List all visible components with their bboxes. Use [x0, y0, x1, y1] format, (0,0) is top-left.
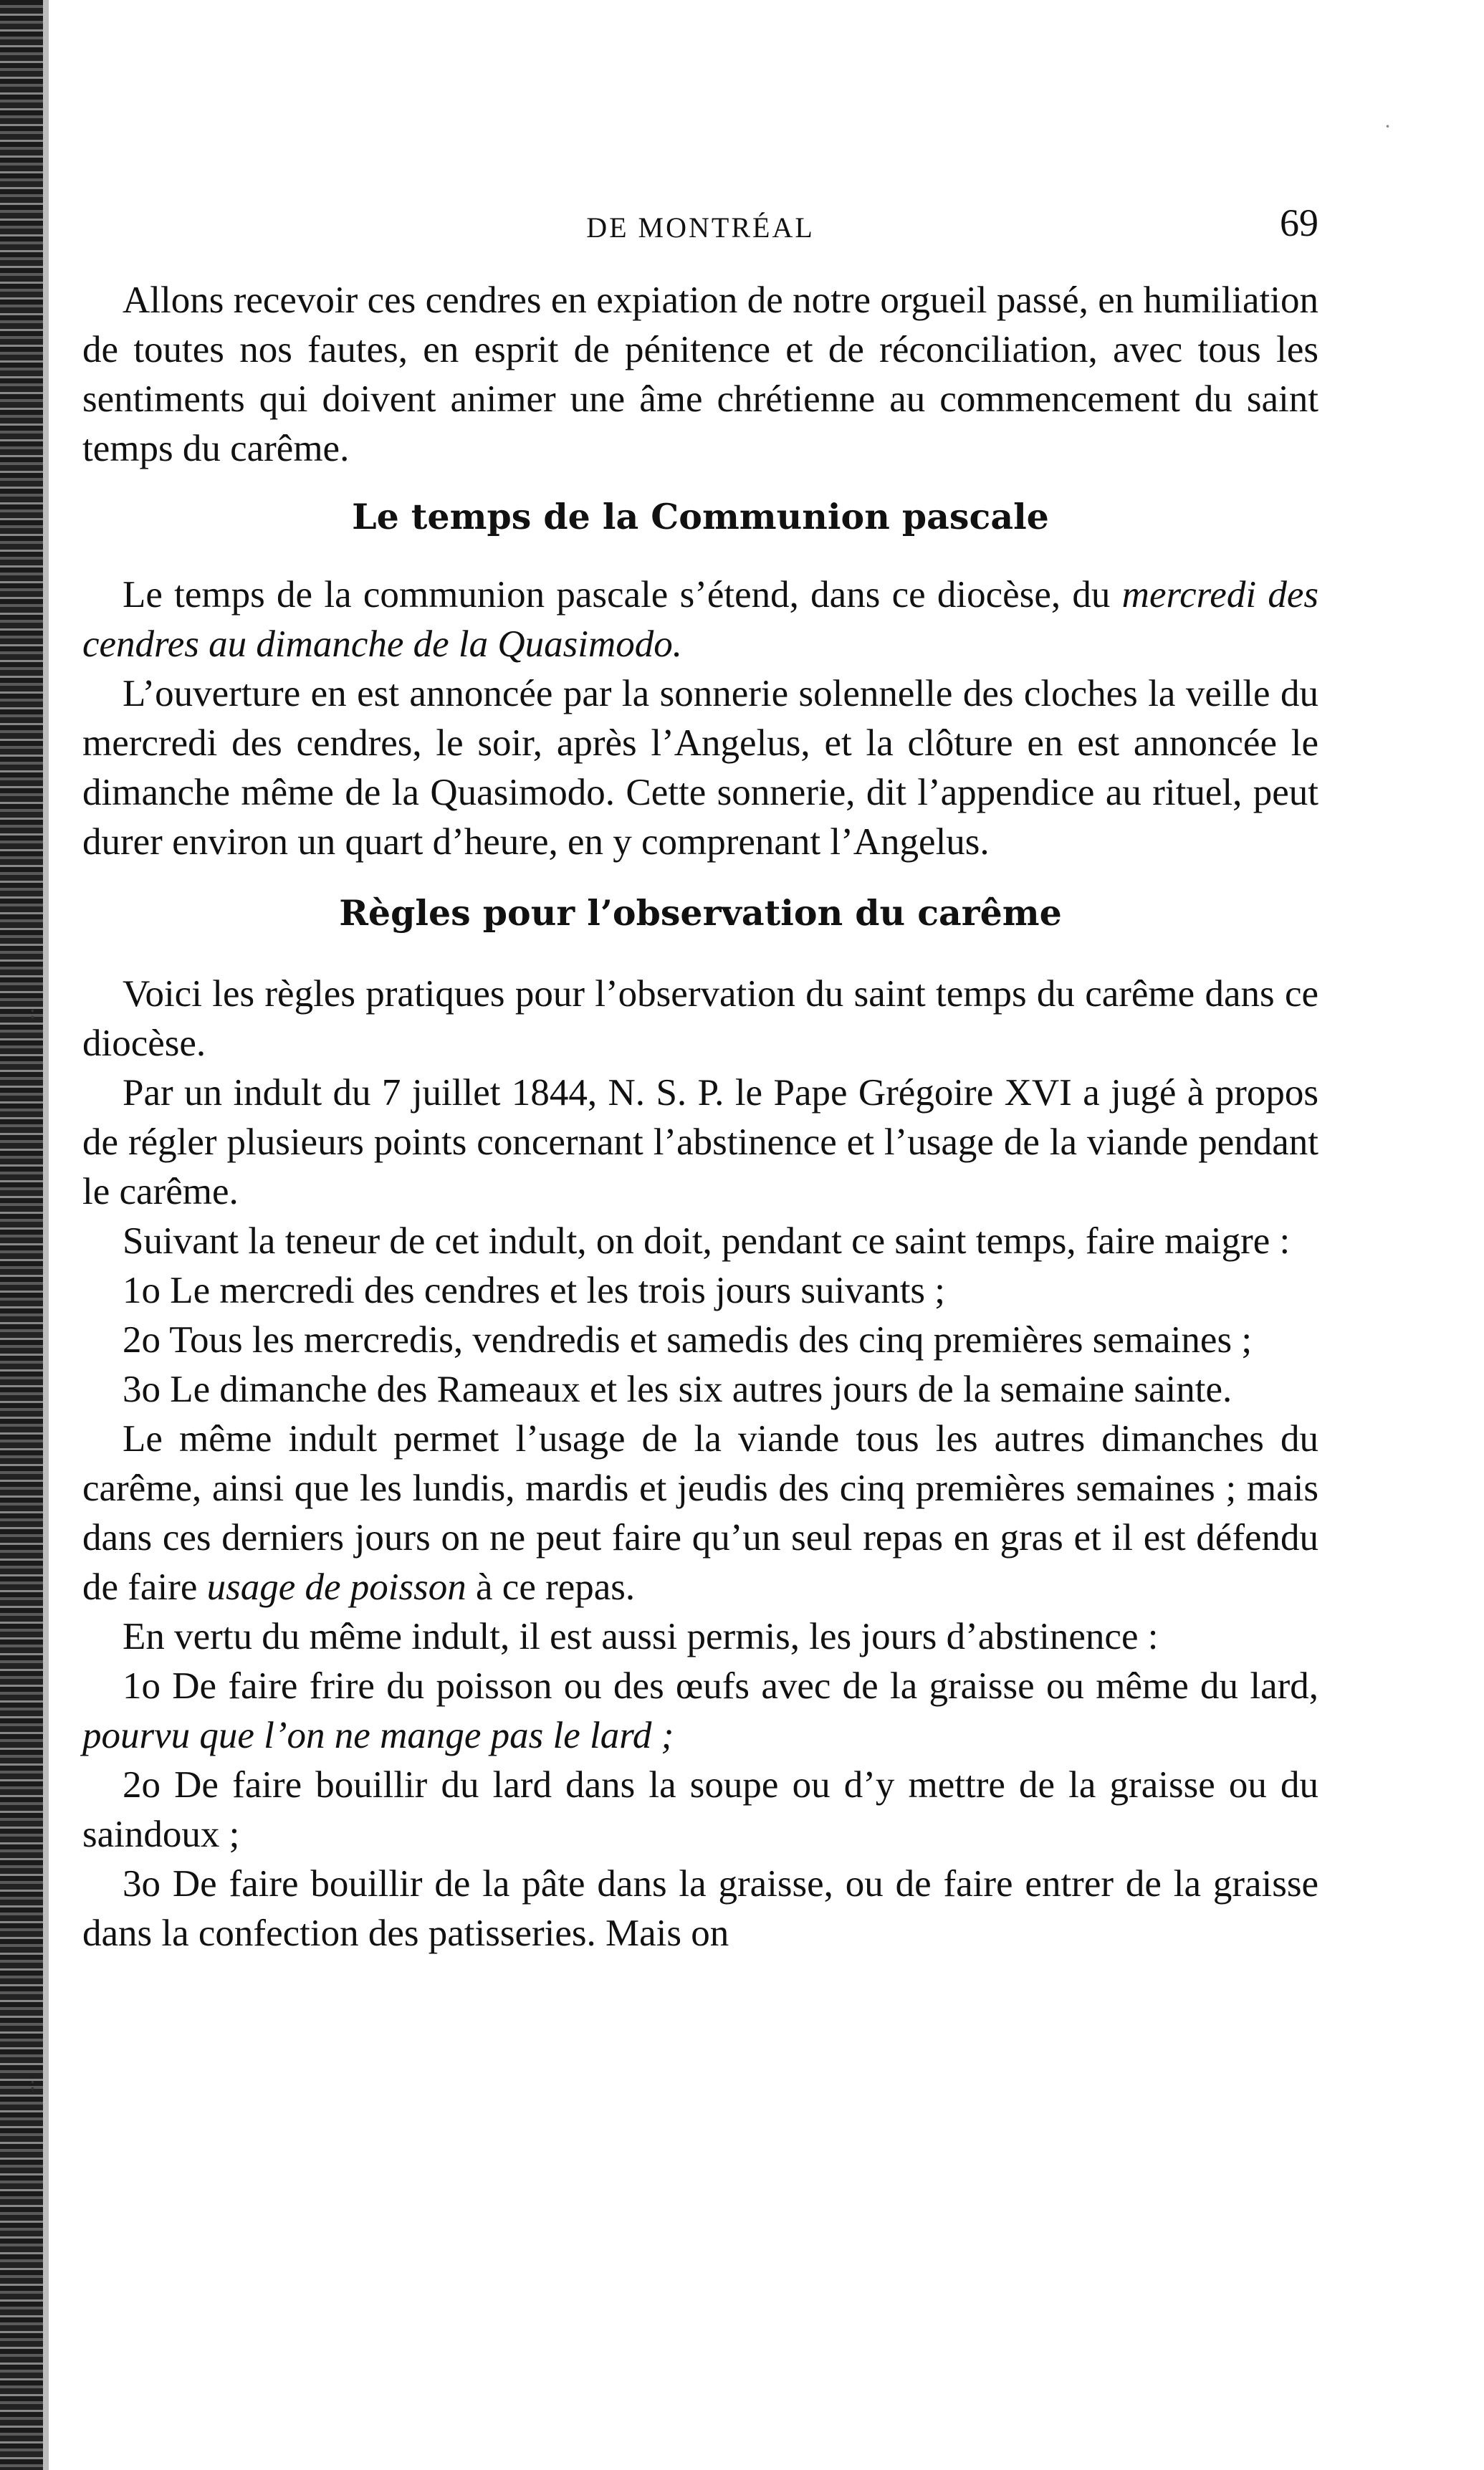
paragraph: Allons recevoir ces cendres en expiation de notre orgueil passé, en humiliation de toutes nos fautes, en esprit de pénitence et de réconciliation, avec tous les sentiments qui doivent animer une âme chrétienne au commencement du saint temps du carême.: [82, 279, 1318, 469]
list-item: 1o Le mercredi des cendres et les trois jours suivants ;: [123, 1270, 946, 1311]
edge-mark: :: [29, 2071, 36, 2095]
italic-text: pourvu que l’on ne mange pas le lard ;: [82, 1715, 674, 1756]
paragraph: L’ouverture en est annoncée par la sonnerie solennelle des cloches la veille du mercredi des cendres, le soir, après l’Angelus, et la clôture en est annoncée le dimanche même de la Quasimodo. Cette sonnerie, dit l’appendice au rituel, peut durer environ un quart d’heure, en y comprenant l’Angelus.: [82, 673, 1318, 863]
list-item: [82, 1662, 1318, 1761]
italic-text: usage de poisson: [206, 1566, 466, 1608]
list-item: 2o De faire bouillir du lard dans la soupe ou d’y mettre de la graisse ou du saindoux ;: [82, 1764, 1318, 1855]
paragraph-text: à ce repas.: [476, 1566, 636, 1608]
list-item: 3o Le dimanche des Rameaux et les six autres jours de la semaine sainte.: [123, 1369, 1232, 1410]
page-body: [82, 276, 1318, 1958]
page: [82, 0, 1318, 2470]
running-title: DE MONTRÉAL: [586, 211, 815, 244]
margin-tick: ·: [1384, 115, 1391, 138]
edge-mark: :: [29, 1000, 36, 1023]
section-heading: Le temps de la Communion pascale: [352, 496, 1049, 537]
list-item-text: 1o De faire frire du poisson ou des œufs avec de la graisse ou même du lard,: [123, 1665, 1318, 1707]
page-header: [82, 201, 1318, 258]
paragraph: Par un indult du 7 juillet 1844, N. S. P. le Pape Grégoire XVI a jugé à propos de régler plusieurs points concernant l’abstinence et l’usage de la viande pendant le carême.: [82, 1072, 1318, 1212]
italic-text: mercredi des cendres au dimanche de la Quasimodo.: [82, 574, 1318, 665]
paragraph: [82, 570, 1318, 669]
binding-edge: [0, 0, 49, 2470]
paragraph: Suivant la teneur de cet indult, on doit, pendant ce saint temps, faire maigre :: [123, 1220, 1291, 1262]
paragraph: En vertu du même indult, il est aussi permis, les jours d’abstinence :: [123, 1616, 1159, 1657]
page-number: 69: [1280, 201, 1318, 244]
paragraph-text: Le temps de la communion pascale s’étend, dans ce diocèse, du: [123, 574, 1111, 616]
list-item: 3o De faire bouillir de la pâte dans la graisse, ou de faire entrer de la graisse dans la confection des patisseries. Mais on: [82, 1863, 1318, 1954]
section-heading: Règles pour l’observation du carême: [339, 892, 1062, 934]
list-item: 2o Tous les mercredis, vendredis et samedis des cinq premières semaines ;: [123, 1319, 1253, 1361]
paragraph-text: Le même indult permet l’usage de la viande tous les autres dimanches du carême, ainsi que les lundis, mardis et jeudis des cinq premières semaines ; mais dans ces derniers jours on ne peut faire qu’un seul repas en gras et il est défendu de faire: [82, 1418, 1318, 1608]
paragraph: Voici les règles pratiques pour l’observation du saint temps du carême dans ce diocèse.: [82, 973, 1318, 1064]
paragraph: [82, 1414, 1318, 1612]
